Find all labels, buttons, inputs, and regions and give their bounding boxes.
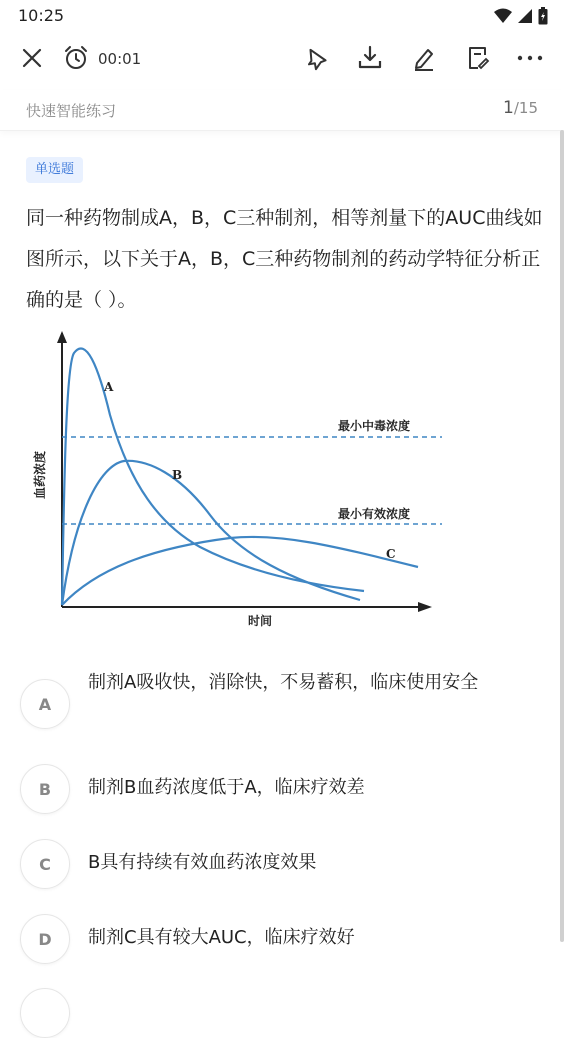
curve-c: [62, 537, 418, 605]
question-type-badge: 单选题: [26, 157, 83, 183]
option-c-letter: C: [20, 839, 70, 889]
option-d-text: 制剂C具有较大AUC，临床疗效好: [88, 927, 355, 948]
y-axis-arrow: [57, 331, 67, 343]
status-time: 10:25: [18, 6, 65, 25]
x-axis-arrow: [418, 602, 432, 612]
practice-header: [0, 90, 564, 131]
battery-icon: [538, 7, 548, 25]
note-icon: [465, 45, 491, 71]
pin-button[interactable]: [300, 42, 332, 74]
timer-text: 00:01: [98, 50, 142, 68]
progress-total: /15: [513, 99, 538, 117]
note-button[interactable]: [462, 42, 494, 74]
system-icons: [494, 7, 548, 25]
option-a[interactable]: [20, 664, 540, 744]
top-toolbar: [0, 36, 564, 82]
option-a-letter: A: [20, 679, 70, 729]
practice-title: 快速智能练习: [26, 102, 117, 120]
scrollbar[interactable]: [560, 130, 564, 942]
edit-button[interactable]: [408, 42, 440, 74]
question-progress: [503, 98, 538, 118]
pin-icon: [303, 45, 329, 71]
option-b-letter: B: [20, 764, 70, 814]
option-d[interactable]: [20, 914, 540, 962]
status-bar: [0, 0, 564, 32]
option-a-text: 制剂A吸收快，消除快，不易蓄积，临床使用安全: [88, 672, 479, 693]
y-axis-label: 血药浓度: [33, 450, 47, 500]
option-b-text: 制剂B血药浓度低于A，临床疗效差: [88, 777, 365, 798]
close-button[interactable]: [16, 42, 48, 74]
close-icon: [22, 48, 42, 68]
option-b[interactable]: [20, 764, 540, 812]
toxic-threshold-label: 最小中毒浓度: [338, 419, 411, 433]
option-c[interactable]: [20, 839, 540, 887]
option-next-partial[interactable]: [20, 988, 70, 1038]
download-icon: [357, 45, 383, 71]
download-button[interactable]: [354, 42, 386, 74]
wifi-icon: [494, 8, 512, 24]
option-c-text: B具有持续有效血药浓度效果: [88, 852, 317, 873]
curve-b-label: B: [172, 468, 183, 482]
curve-a-label: A: [104, 380, 114, 394]
more-icon: [517, 54, 543, 62]
alarm-clock-icon: [63, 45, 89, 71]
timer-button[interactable]: [60, 42, 92, 74]
signal-icon: [518, 8, 532, 24]
more-button[interactable]: [514, 42, 546, 74]
question-stem: 同一种药物制成A，B，C三种制剂，相等剂量下的AUC曲线如图所示，以下关于A，B，C三种药物制剂的药动学特征分析正确的是（ ）。: [26, 207, 543, 311]
effective-threshold-label: 最小有效浓度: [338, 507, 411, 521]
x-axis-label: 时间: [247, 614, 273, 628]
option-d-letter: D: [20, 914, 70, 964]
curve-c-label: C: [386, 547, 396, 561]
progress-current: 1: [503, 98, 514, 118]
edit-icon: [411, 45, 437, 71]
concentration-time-figure: [30, 325, 442, 635]
